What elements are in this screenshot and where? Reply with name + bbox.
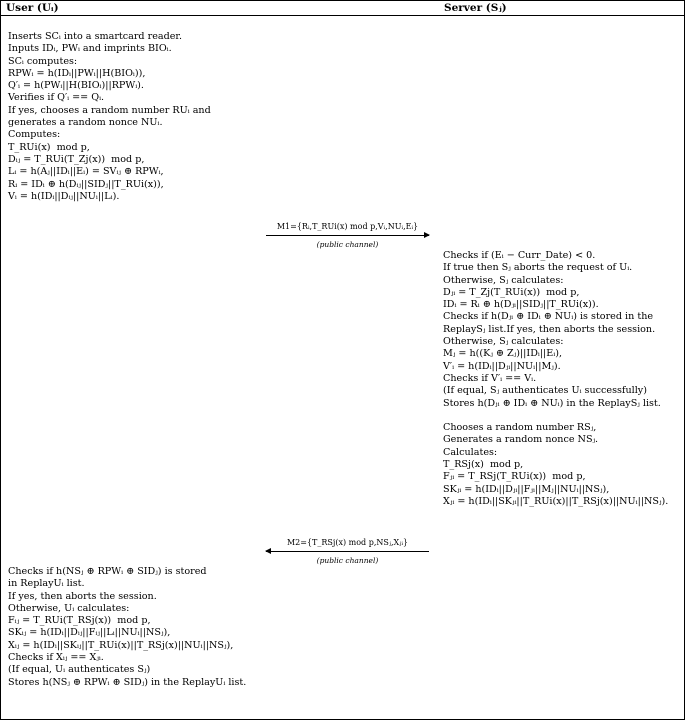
protocol-line: Inserts SCᵢ into a smartcard reader.: [8, 31, 183, 42]
server-verification-steps: [443, 250, 668, 508]
protocol-line: Fᵢⱼ = T_RUi(T_RSj(x)) mod p,: [8, 615, 151, 627]
arrow-left-icon: [266, 548, 429, 556]
protocol-line: If yes, chooses a random number RUᵢ and: [8, 104, 211, 116]
protocol-line: Checks if (Eᵢ − Curr_Date) < 0.: [443, 250, 596, 261]
protocol-line: Fⱼᵢ = T_RSj(T_RUi(x)) mod p,: [443, 471, 586, 483]
protocol-line: Computes:: [8, 129, 61, 141]
protocol-line: Dⱼᵢ = T_Zj(T_RUi(x)) mod p,: [443, 286, 580, 298]
protocol-line: Otherwise, Sⱼ calculates:: [443, 274, 564, 286]
user-column-header: User (Uᵢ): [6, 2, 59, 14]
protocol-line: If true then Sⱼ aborts the request of Uᵢ.: [443, 262, 633, 274]
message-m1-channel: (public channel): [316, 240, 379, 249]
protocol-line: Vᵢ = h(IDᵢ||Dᵢⱼ||NUᵢ||Lᵢ).: [8, 190, 120, 202]
protocol-line: V′ᵢ = h(IDᵢ||Dⱼᵢ||NUᵢ||Mⱼ).: [443, 360, 561, 372]
message-m1-label: M1={Rᵢ,T_RUi(x) mod p,Vᵢ,NUᵢ,Eᵢ}: [276, 222, 419, 231]
protocol-line: Chooses a random number RSⱼ,: [443, 422, 597, 434]
protocol-line: Calculates:: [443, 446, 498, 458]
message-m2: [266, 538, 429, 566]
protocol-line: Checks if Xᵢⱼ == Xⱼᵢ.: [8, 652, 104, 664]
protocol-line: (If equal, Uᵢ authenticates Sⱼ): [8, 664, 151, 676]
protocol-line: Verifies if Q′ᵢ == Qᵢ.: [8, 92, 105, 104]
protocol-line: Otherwise, Sⱼ calculates:: [443, 336, 564, 348]
arrow-right-icon: [266, 232, 429, 240]
protocol-line: (If equal, Sⱼ authenticates Uᵢ successfully): [443, 385, 647, 397]
message-m1: [266, 222, 429, 250]
protocol-line: Checks if h(Dⱼᵢ ⊕ IDᵢ ⊕ NUᵢ) is stored in the: [443, 311, 654, 323]
protocol-line: Xᵢⱼ = h(IDᵢ||SKᵢⱼ||T_RUi(x)||T_RSj(x)||NUᵢ||NSⱼ),: [8, 639, 234, 651]
protocol-line: Generates a random nonce NSⱼ.: [443, 434, 599, 446]
protocol-line: Checks if h(NSⱼ ⊕ RPWᵢ ⊕ SIDⱼ) is stored: [8, 566, 207, 577]
protocol-line: IDᵢ = Rᵢ ⊕ h(Dⱼᵢ||SIDⱼ||T_RUi(x)).: [443, 299, 599, 311]
table-header: [1, 1, 684, 16]
protocol-line: SKᵢⱼ = h(IDᵢ||Dᵢⱼ||Fᵢⱼ||Lᵢ||NUᵢ||NSⱼ),: [8, 627, 171, 639]
protocol-line: T_RUi(x) mod p,: [8, 141, 90, 153]
protocol-line: ReplaySⱼ list.If yes, then aborts the session.: [443, 323, 656, 335]
protocol-line: RPWᵢ = h(IDᵢ||PWᵢ||H(BIOᵢ)),: [8, 67, 146, 79]
protocol-line: SKⱼᵢ = h(IDᵢ||Dⱼᵢ||Fⱼᵢ||Mⱼ||NUᵢ||NSⱼ),: [443, 483, 610, 495]
protocol-line: in ReplayUᵢ list.: [8, 578, 85, 590]
protocol-line: generates a random nonce NUᵢ.: [8, 117, 163, 129]
protocol-line: Rᵢ = IDᵢ ⊕ h(Dᵢⱼ||SIDⱼ||T_RUi(x)),: [8, 178, 164, 190]
protocol-line: Mⱼ = h((Kⱼ ⊕ Zⱼ)||IDᵢ||Eᵢ),: [443, 348, 563, 360]
protocol-line: SCᵢ computes:: [8, 55, 78, 67]
message-m2-channel: (public channel): [316, 556, 379, 565]
protocol-line: [443, 410, 668, 422]
protocol-line: If yes, then aborts the session.: [8, 590, 157, 602]
protocol-line: Checks if V′ᵢ == Vᵢ.: [443, 372, 537, 384]
protocol-line: Xⱼᵢ = h(IDᵢ||SKⱼᵢ||T_RUi(x)||T_RSj(x)||NUᵢ||NSⱼ).: [443, 495, 669, 507]
user-session-key-steps: [8, 566, 246, 689]
protocol-line: Dᵢⱼ = T_RUi(T_Zj(x)) mod p,: [8, 153, 145, 165]
protocol-line: Q′ᵢ = h(PWᵢ||H(BIOᵢ)||RPWᵢ).: [8, 80, 144, 92]
protocol-line: Stores h(NSⱼ ⊕ RPWᵢ ⊕ SIDⱼ) in the ReplayUᵢ list.: [8, 676, 247, 688]
server-column-header: Server (Sⱼ): [444, 2, 507, 14]
protocol-line: Stores h(Dⱼᵢ ⊕ IDᵢ ⊕ NUᵢ) in the ReplaySⱼ list.: [443, 397, 661, 409]
user-login-steps: [8, 31, 211, 203]
protocol-line: Otherwise, Uᵢ calculates:: [8, 602, 130, 614]
message-m2-label: M2={T_RSj(x) mod p,NSⱼ,Xⱼᵢ}: [286, 538, 409, 547]
protocol-line: Lᵢ = h(Aⱼ||IDᵢ||Eᵢ) = SVᵢⱼ ⊕ RPWᵢ,: [8, 166, 164, 178]
protocol-line: T_RSj(x) mod p,: [443, 459, 524, 471]
protocol-line: Inputs IDᵢ, PWᵢ and imprints BIOᵢ.: [8, 43, 172, 55]
